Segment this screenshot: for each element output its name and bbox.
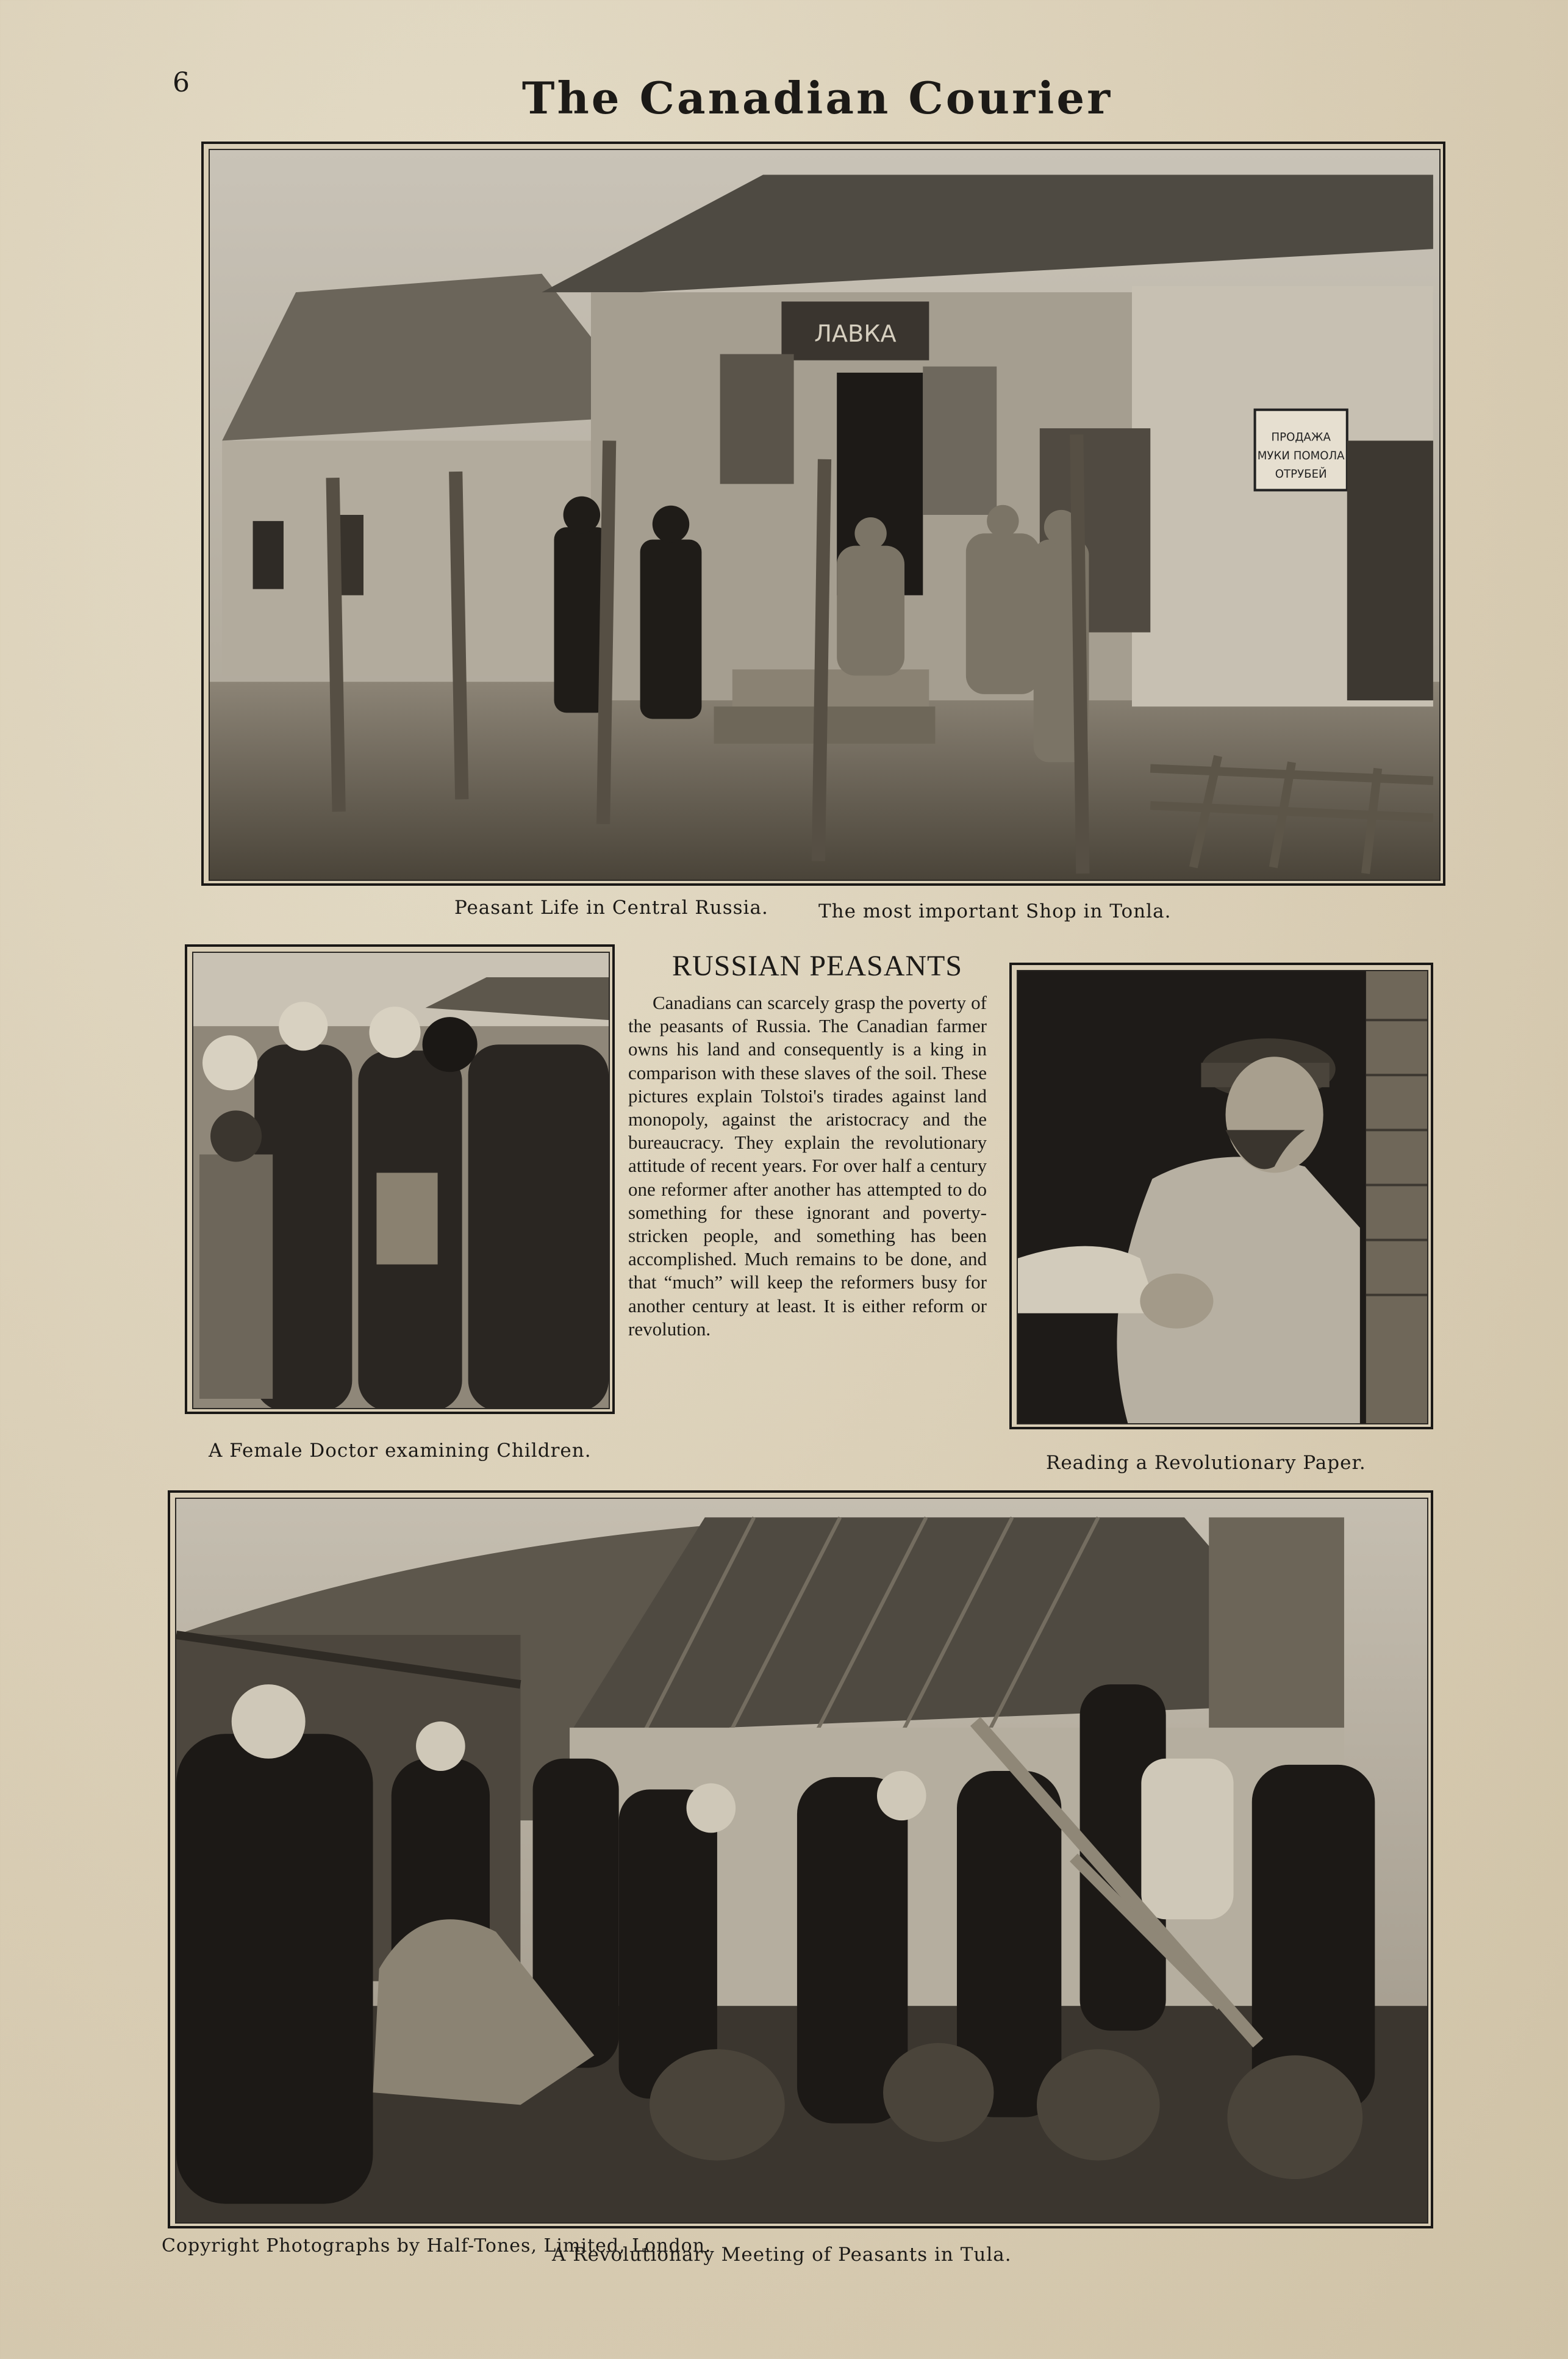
photo-shop: [209, 149, 1441, 881]
svg-text:ОТРУБЕЙ: ОТРУБЕЙ: [1275, 468, 1327, 481]
photo-shop-frame: [201, 142, 1445, 886]
meeting-caption: A Revolutionary Meeting of Peasants in Tula.: [552, 2244, 1012, 2266]
svg-text:МУКИ ПОМОЛА: МУКИ ПОМОЛА: [1257, 449, 1345, 462]
photo-doctor-frame: [185, 944, 615, 1414]
masthead-title: The Canadian Courier: [521, 72, 1113, 124]
side-sign: ПРОДАЖА: [1271, 431, 1331, 444]
reader-caption: Reading a Revolutionary Paper.: [1046, 1452, 1366, 1474]
photo-meeting-frame: [168, 1490, 1433, 2228]
photo-reader-frame: [1009, 963, 1433, 1429]
article-body: Canadians can scarcely grasp the poverty of the peasants of Russia. The Canadian farmer owns his land and consequently is a king in comparison with these slaves of the soil. These pictures explain Tolstoi's tirades against land monopoly, against the aristocracy and the bureaucracy. They explain the revolutionary attitude of recent years. For over half a century one reformer after another has attempted to do something for these ignorant and poverty-stricken people, and something has been accomplished. Much remains to be done, and that “much” will keep the reformers busy for another century at least. It is either reform or revolution.: [628, 992, 987, 1340]
page-number: 6: [173, 67, 190, 98]
photo-meeting: [175, 1498, 1428, 2224]
photo-credit: Copyright Photographs by Half-Tones, Limited, London.: [162, 2235, 712, 2257]
shop-caption-left: Peasant Life in Central Russia.: [454, 897, 768, 919]
shop-sign: ЛАВКА: [814, 320, 897, 348]
shop-caption-right: The most important Shop in Tonla.: [818, 900, 1172, 922]
doctor-caption: A Female Doctor examining Children.: [209, 1440, 592, 1462]
article-title: RUSSIAN PEASANTS: [671, 950, 963, 982]
photo-doctor: [192, 952, 610, 1409]
photo-reader: [1017, 970, 1428, 1424]
